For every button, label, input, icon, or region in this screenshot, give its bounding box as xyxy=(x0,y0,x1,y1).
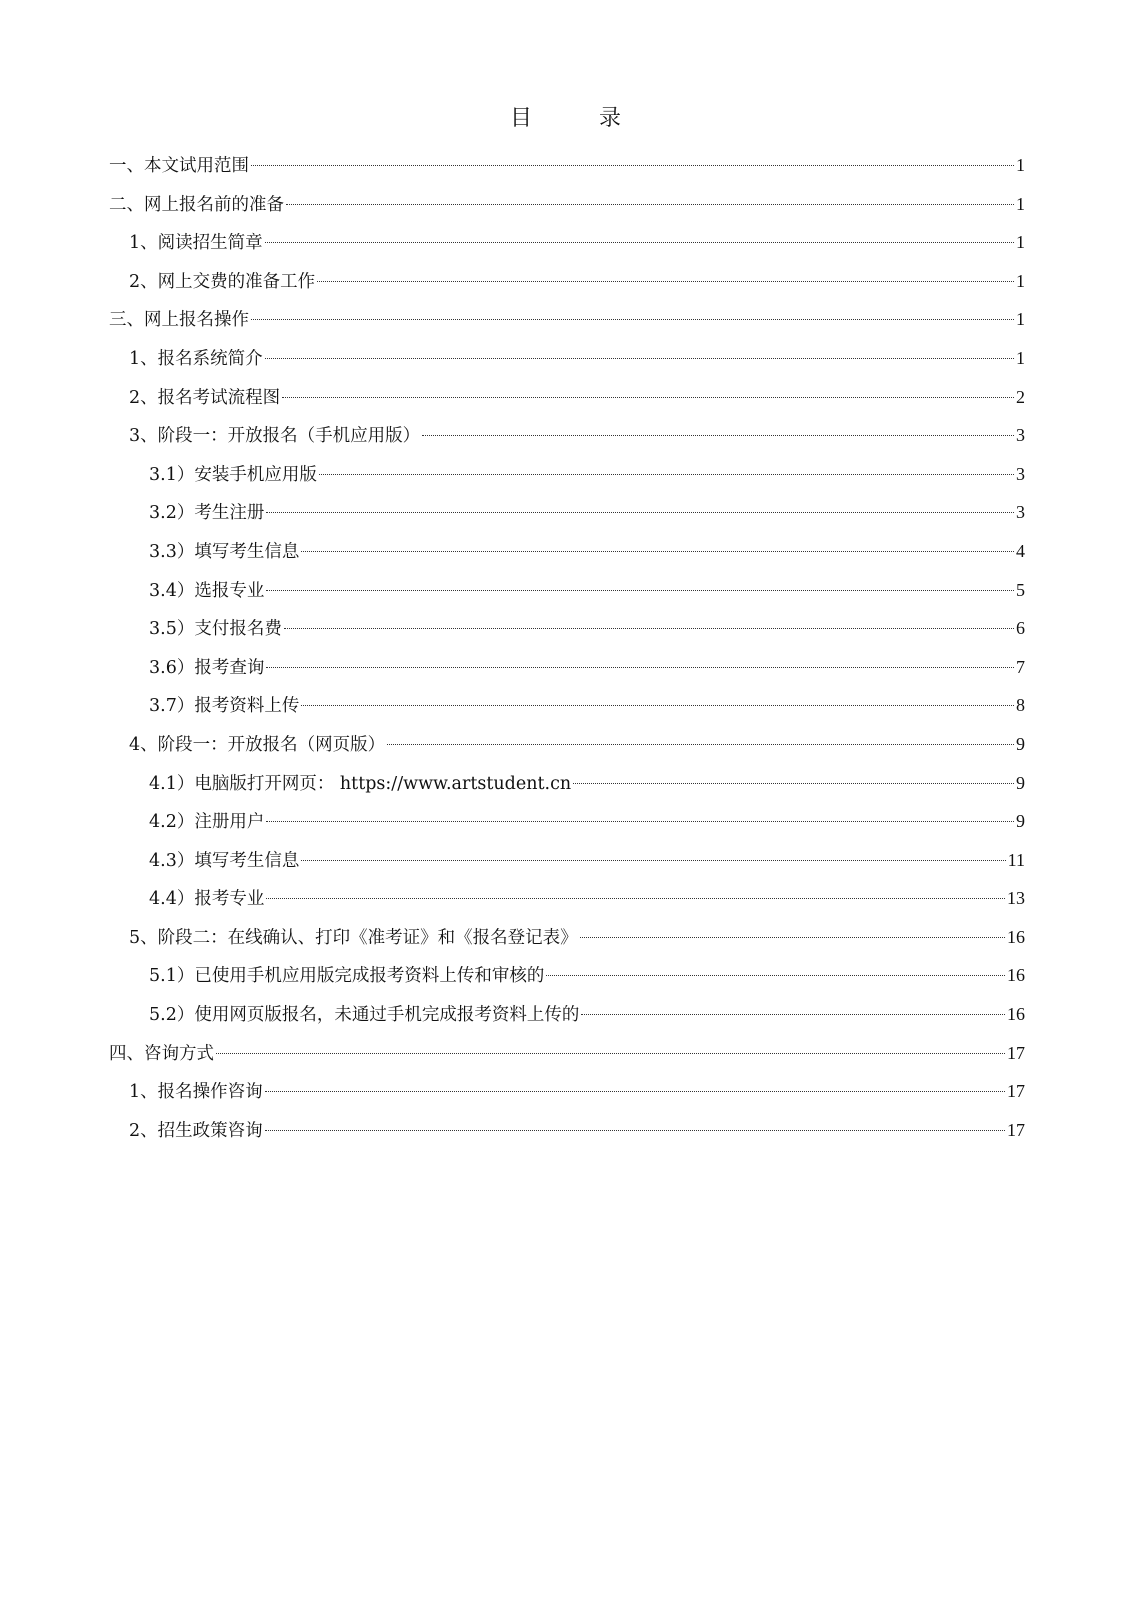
toc-dot-leader xyxy=(387,743,1014,745)
toc-entry-label: 1、阅读招生简章 xyxy=(129,233,263,254)
toc-entry-label: 3.5）支付报名费 xyxy=(149,619,282,640)
table-of-contents xyxy=(109,146,1025,1149)
toc-entry[interactable] xyxy=(109,1111,1025,1150)
toc-dot-leader xyxy=(265,357,1014,359)
toc-entry[interactable] xyxy=(109,493,1025,532)
toc-entry-label: 3.2）考生注册 xyxy=(149,503,265,524)
toc-entry-page-number: 1 xyxy=(1016,155,1025,175)
toc-entry-label: 2、报名考试流程图 xyxy=(129,387,281,408)
toc-entry-label: 3、阶段一：开放报名（手机应用版） xyxy=(129,426,421,447)
toc-entry-label: 4.4）报考专业 xyxy=(149,889,265,910)
toc-dot-leader xyxy=(216,1052,1005,1054)
toc-entry[interactable] xyxy=(109,725,1025,764)
toc-entry-label: 二、网上报名前的准备 xyxy=(109,194,284,215)
toc-entry[interactable] xyxy=(109,879,1025,918)
toc-entry[interactable] xyxy=(109,995,1025,1034)
toc-entry-page-number: 3 xyxy=(1016,502,1025,523)
toc-entry-label: 4、阶段一：开放报名（网页版） xyxy=(129,734,386,755)
toc-entry-label: 2、网上交费的准备工作 xyxy=(129,271,316,292)
toc-entry-page-number: 16 xyxy=(1007,926,1025,947)
toc-entry-label: 1、报名系统简介 xyxy=(129,348,263,369)
toc-entry-page-number: 11 xyxy=(1007,849,1025,870)
toc-entry-label: 5.2）使用网页版报名，未通过手机完成报考资料上传的 xyxy=(149,1005,580,1026)
toc-entry-page-number: 5 xyxy=(1016,579,1025,600)
toc-entry-page-number: 1 xyxy=(1016,270,1025,291)
toc-dot-leader xyxy=(301,859,1005,861)
toc-entry[interactable] xyxy=(109,300,1025,339)
toc-entry[interactable] xyxy=(109,146,1025,185)
toc-title: 目 录 xyxy=(510,106,651,131)
toc-entry-label: 三、网上报名操作 xyxy=(109,310,249,331)
toc-entry-label: 4.1）电脑版打开网页： https://www.artstudent.cn xyxy=(149,773,572,794)
toc-entry[interactable] xyxy=(109,416,1025,455)
toc-entry[interactable] xyxy=(109,378,1025,417)
toc-dot-leader xyxy=(266,897,1005,899)
toc-dot-leader xyxy=(580,936,1005,938)
toc-entry-label: 1、报名操作咨询 xyxy=(129,1082,263,1103)
toc-dot-leader xyxy=(573,782,1014,784)
toc-dot-leader xyxy=(546,974,1005,976)
toc-dot-leader xyxy=(301,704,1014,706)
toc-dot-leader xyxy=(265,241,1014,243)
toc-dot-leader xyxy=(266,511,1014,513)
toc-entry-page-number: 9 xyxy=(1016,811,1025,832)
toc-entry[interactable] xyxy=(109,185,1025,224)
toc-dot-leader xyxy=(301,550,1014,552)
toc-dot-leader xyxy=(265,1090,1005,1092)
toc-entry-page-number: 9 xyxy=(1016,772,1025,793)
toc-entry-page-number: 16 xyxy=(1007,965,1025,986)
toc-entry[interactable] xyxy=(109,455,1025,494)
toc-entry[interactable] xyxy=(109,262,1025,301)
toc-entry-page-number: 7 xyxy=(1016,656,1025,677)
toc-entry-page-number: 13 xyxy=(1007,888,1025,909)
toc-dot-leader xyxy=(319,473,1014,475)
toc-entry[interactable] xyxy=(109,918,1025,957)
toc-entry-page-number: 17 xyxy=(1007,1081,1025,1102)
toc-entry-page-number: 3 xyxy=(1016,425,1025,446)
toc-entry-label: 一、本文试用范围 xyxy=(109,156,249,176)
toc-dot-leader xyxy=(282,396,1014,398)
toc-entry-page-number: 17 xyxy=(1007,1042,1025,1063)
toc-entry-page-number: 1 xyxy=(1016,193,1025,214)
toc-entry-label: 3.3）填写考生信息 xyxy=(149,541,300,562)
toc-entry[interactable] xyxy=(109,764,1025,803)
toc-entry-label: 5.1）已使用手机应用版完成报考资料上传和审核的 xyxy=(149,966,545,987)
toc-entry-label: 3.4）选报专业 xyxy=(149,580,265,601)
toc-entry-page-number: 3 xyxy=(1016,463,1025,484)
toc-entry-label: 3.7）报考资料上传 xyxy=(149,696,300,717)
toc-entry-label: 2、招生政策咨询 xyxy=(129,1120,263,1141)
toc-entry-label: 4.3）填写考生信息 xyxy=(149,850,300,871)
toc-entry[interactable] xyxy=(109,841,1025,880)
toc-entry-page-number: 1 xyxy=(1016,309,1025,330)
toc-entry[interactable] xyxy=(109,686,1025,725)
toc-entry[interactable] xyxy=(109,1034,1025,1073)
toc-entry-page-number: 1 xyxy=(1016,347,1025,368)
toc-entry[interactable] xyxy=(109,609,1025,648)
toc-dot-leader xyxy=(317,280,1014,282)
toc-dot-leader xyxy=(284,627,1014,629)
toc-dot-leader xyxy=(266,666,1014,668)
toc-entry-page-number: 6 xyxy=(1016,618,1025,639)
toc-entry-page-number: 16 xyxy=(1007,1004,1025,1025)
toc-entry-page-number: 2 xyxy=(1016,386,1025,407)
toc-dot-leader xyxy=(581,1013,1005,1015)
toc-dot-leader xyxy=(265,1129,1005,1131)
toc-entry-page-number: 17 xyxy=(1007,1119,1025,1140)
toc-entry-label: 5、阶段二：在线确认、打印《准考证》和《报名登记表》 xyxy=(129,927,578,948)
toc-entry[interactable] xyxy=(109,648,1025,687)
toc-entry-page-number: 4 xyxy=(1016,540,1025,561)
toc-dot-leader xyxy=(422,434,1014,436)
toc-entry[interactable] xyxy=(109,802,1025,841)
toc-dot-leader xyxy=(251,318,1014,320)
toc-dot-leader xyxy=(251,164,1014,166)
toc-entry-label: 3.6）报考查询 xyxy=(149,657,265,678)
toc-entry-page-number: 9 xyxy=(1016,733,1025,754)
toc-entry-page-number: 1 xyxy=(1016,232,1025,253)
toc-dot-leader xyxy=(266,589,1014,591)
toc-entry[interactable] xyxy=(109,532,1025,571)
toc-entry[interactable] xyxy=(109,1072,1025,1111)
toc-entry-label: 4.2）注册用户 xyxy=(149,812,265,833)
toc-entry[interactable] xyxy=(109,956,1025,995)
toc-dot-leader xyxy=(286,203,1014,205)
toc-entry[interactable] xyxy=(109,223,1025,262)
toc-entry-page-number: 8 xyxy=(1016,695,1025,716)
toc-entry-label: 3.1）安装手机应用版 xyxy=(149,464,317,485)
toc-dot-leader xyxy=(266,820,1014,822)
toc-entry-label: 四、咨询方式 xyxy=(109,1043,214,1064)
toc-entry[interactable] xyxy=(109,339,1025,378)
toc-entry[interactable] xyxy=(109,571,1025,610)
